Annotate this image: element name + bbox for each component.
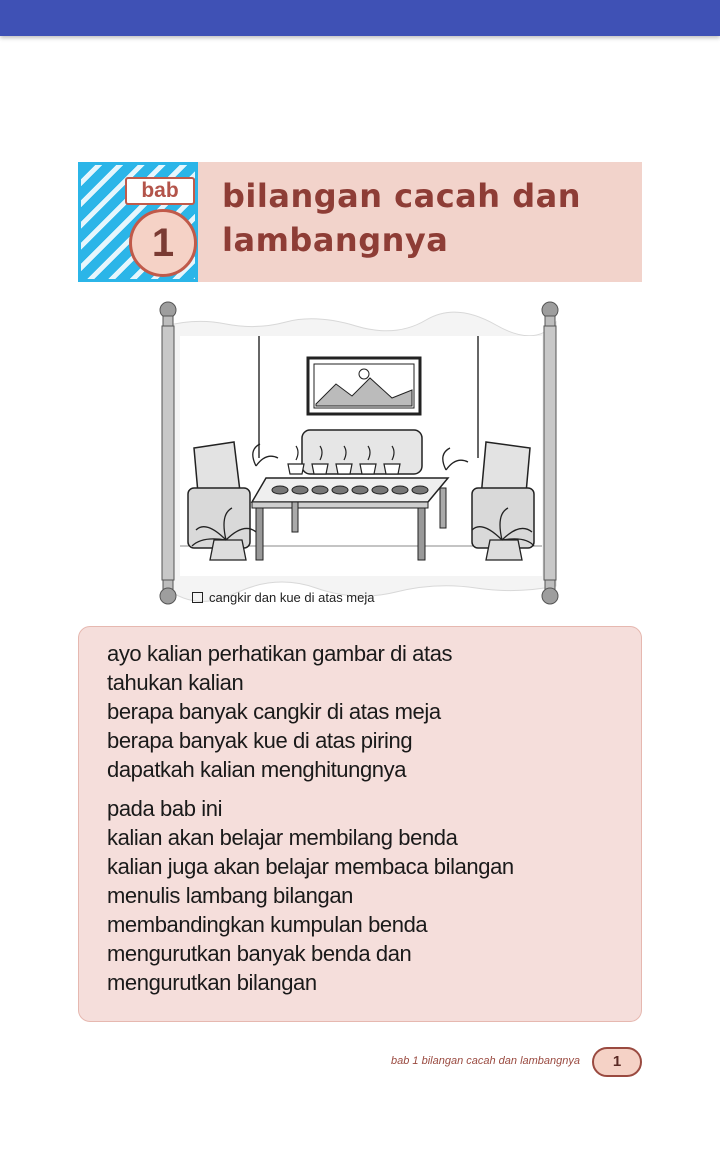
chapter-title-line-2: lambangnya <box>222 221 449 259</box>
right-pillar-icon <box>542 302 558 604</box>
intro-text-box <box>78 626 642 1022</box>
intro-line: tahukan kalian <box>107 670 244 695</box>
intro-line: berapa banyak cangkir di atas meja <box>107 699 441 724</box>
page-number: 1 <box>592 1047 642 1077</box>
intro-line: mengurutkan bilangan <box>107 970 317 995</box>
intro-paragraph-2 <box>107 794 641 997</box>
intro-line: dapatkah kalian menghitungnya <box>107 757 407 782</box>
figure-caption <box>192 590 374 605</box>
app-top-bar <box>0 0 720 36</box>
figure-caption-text: cangkir dan kue di atas meja <box>209 590 375 605</box>
intro-line: mengurutkan banyak benda dan <box>107 941 412 966</box>
intro-line: membandingkan kumpulan benda <box>107 912 428 937</box>
running-footer-title: bab 1 bilangan cacah dan lambangnya <box>391 1055 580 1067</box>
left-pillar-icon <box>160 302 176 604</box>
intro-line: berapa banyak kue di atas piring <box>107 728 413 753</box>
caption-bullet-icon <box>192 592 203 603</box>
chapter-header <box>78 162 642 282</box>
chapter-badge <box>78 162 198 282</box>
chapter-title <box>222 174 622 262</box>
intro-line: pada bab ini <box>107 796 223 821</box>
wall-picture-icon <box>308 358 420 414</box>
chapter-title-line-1: bilangan cacah dan <box>222 177 581 215</box>
living-room-illustration <box>156 298 566 608</box>
intro-line: kalian akan belajar membilang benda <box>107 825 458 850</box>
chapter-number: 1 <box>129 209 197 277</box>
chapter-badge-label: bab <box>125 177 195 205</box>
intro-line: kalian juga akan belajar membaca bilangan <box>107 854 514 879</box>
intro-paragraph-1 <box>107 639 641 784</box>
intro-line: ayo kalian perhatikan gambar di atas <box>107 641 453 666</box>
intro-line: menulis lambang bilangan <box>107 883 354 908</box>
